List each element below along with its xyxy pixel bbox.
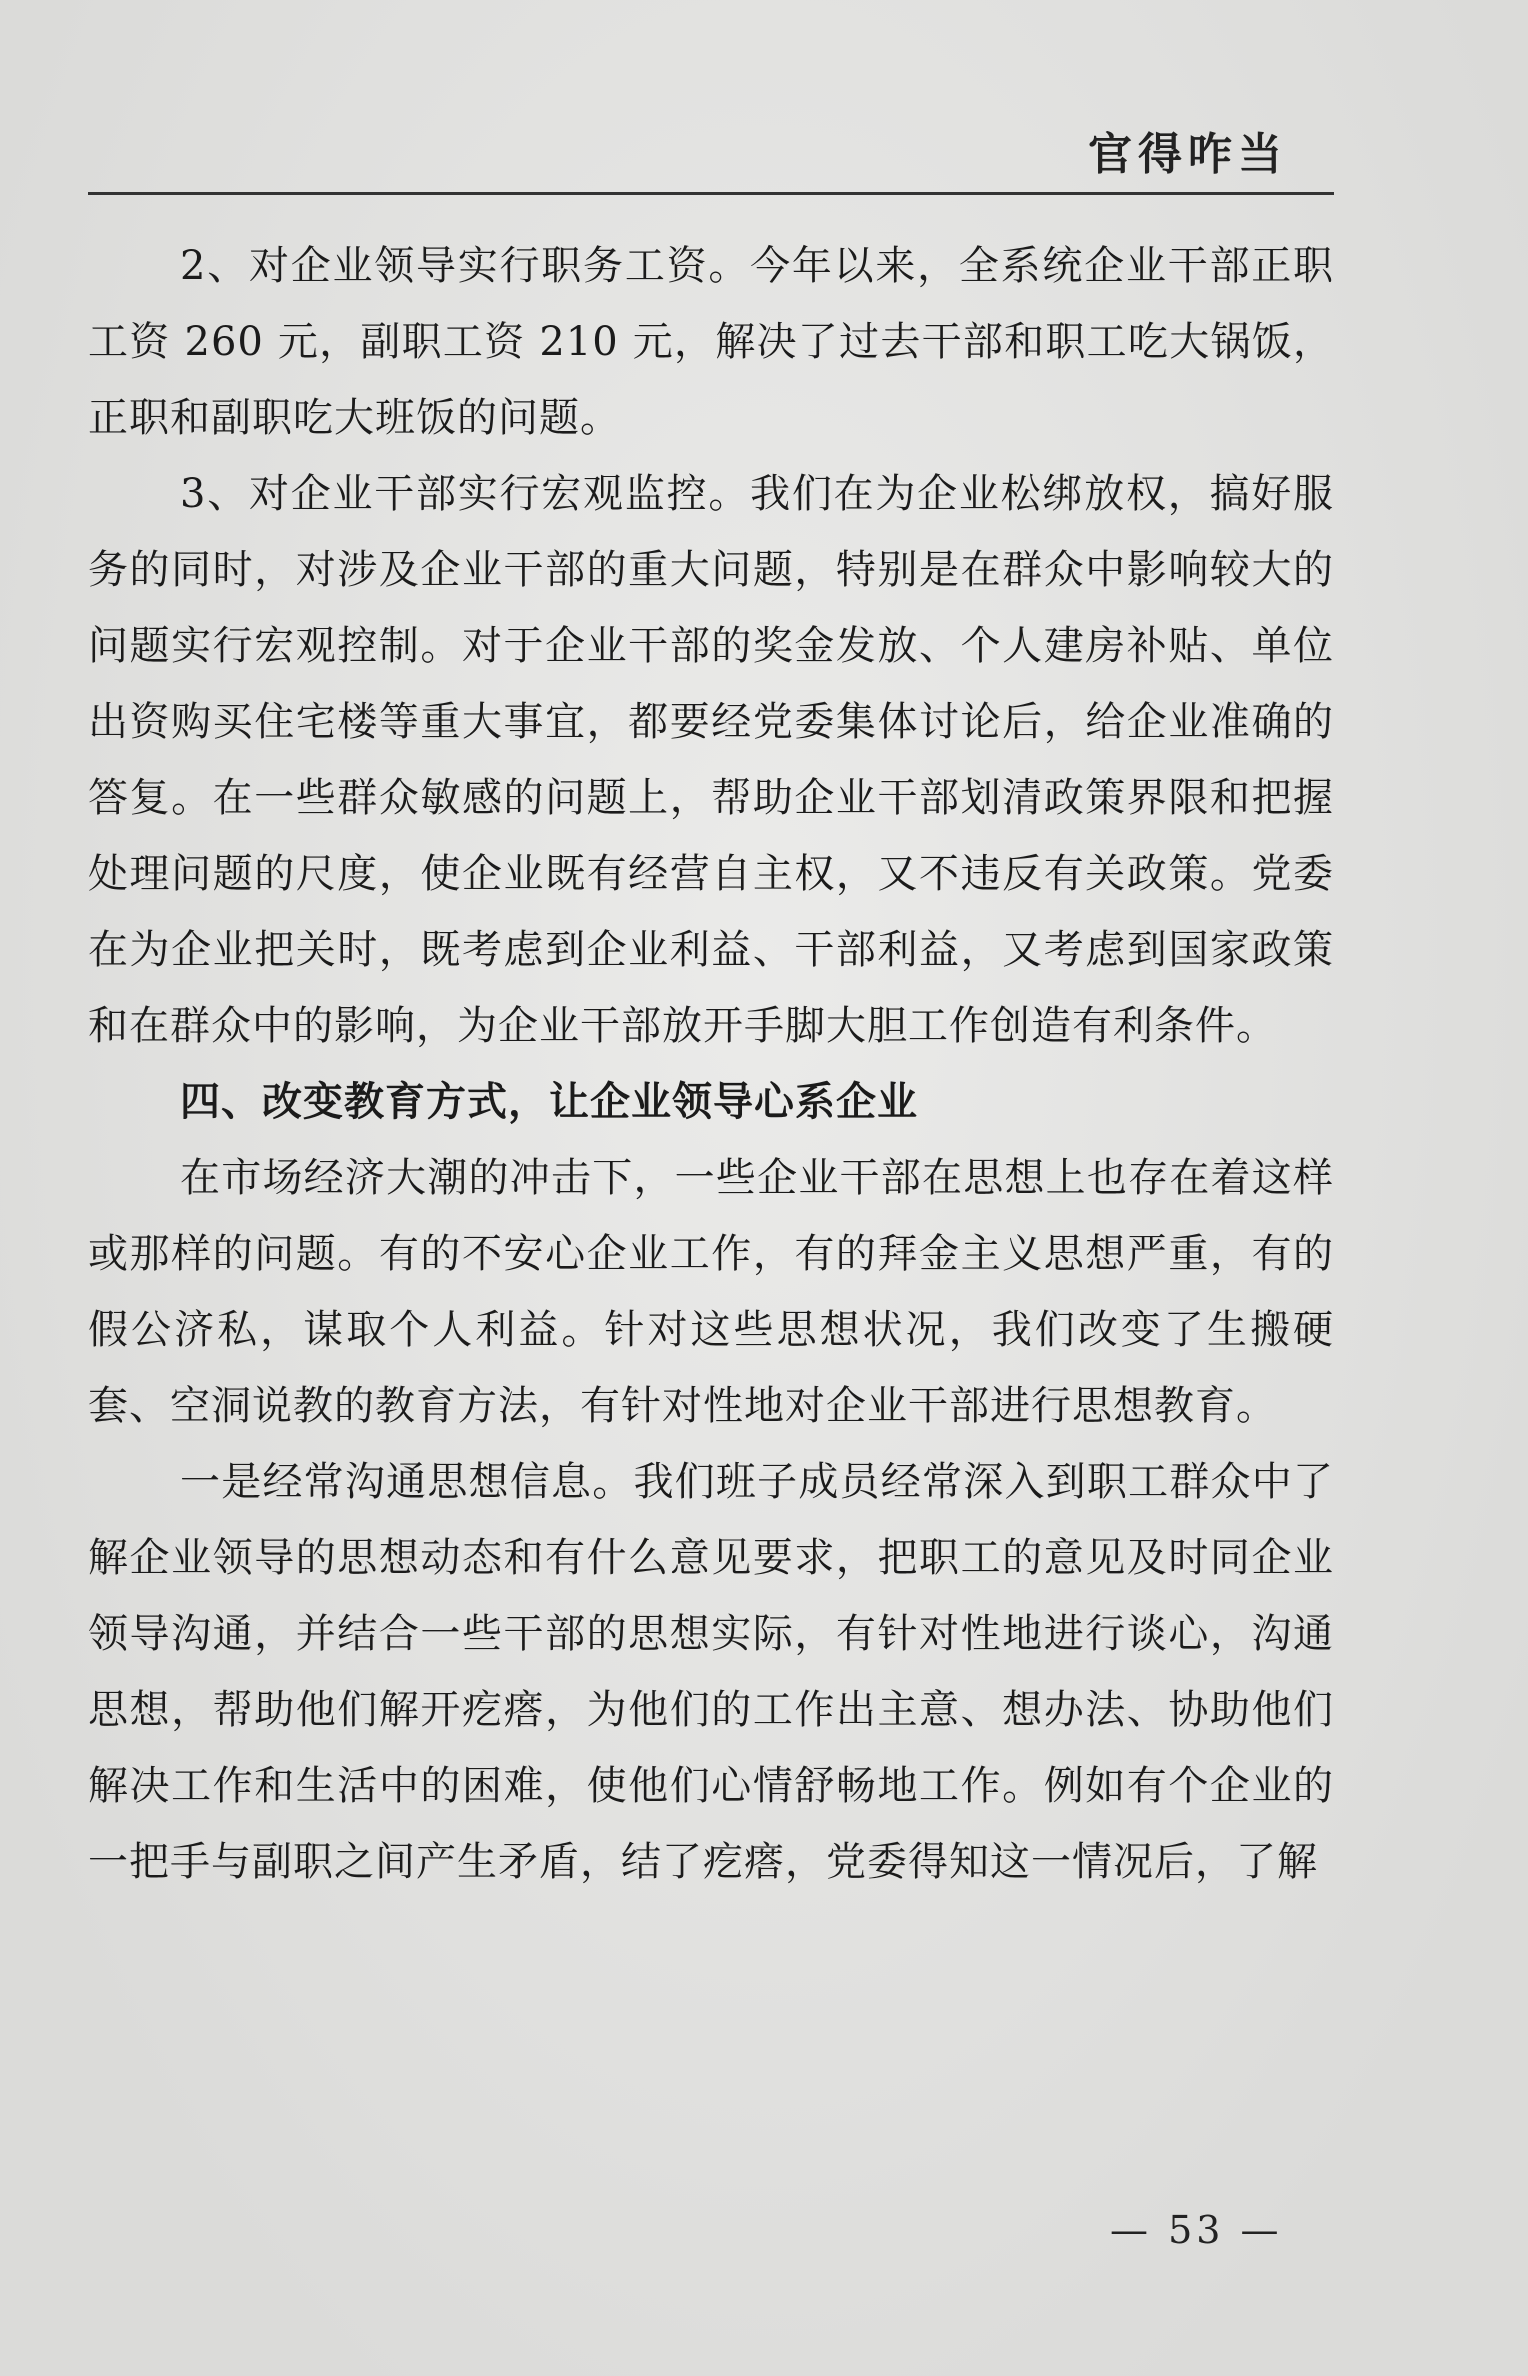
paragraph-communication: 一是经常沟通思想信息。我们班子成员经常深入到职工群众中了解企业领导的思想动态和有什么意见要求，把职工的意见及时同企业领导沟通，并结合一些干部的思想实际，有针对性地进行谈心，沟通思想，帮助他们解开疙瘩，为他们的工作出主意、想办法、协助他们解决工作和生活中的困难，使他们心情舒畅地工作。例如有个企业的一把手与副职之间产生矛盾，结了疙瘩，党委得知这一情况后，了解 [88, 1459, 1334, 1885]
paragraph-market-economy: 在市场经济大潮的冲击下，一些企业干部在思想上也存在着这样或那样的问题。有的不安心企业工作，有的拜金主义思想严重，有的假公济私，谋取个人利益。针对这些思想状况，我们改变了生搬硬套、空洞说教的教育方法，有针对性地对企业干部进行思想教育。 [88, 1155, 1334, 1429]
running-head-title: 官得咋当 [1088, 129, 1288, 180]
body-text [88, 228, 1334, 1900]
page-number: — 53 — [1110, 2208, 1283, 2252]
header-rule [88, 192, 1334, 195]
paragraph-salary: 2、对企业领导实行职务工资。今年以来，全系统企业干部正职工资 260 元，副职工资 210 元，解决了过去干部和职工吃大锅饭，正职和副职吃大班饭的问题。 [88, 243, 1334, 441]
paragraph-macro-control: 3、对企业干部实行宏观监控。我们在为企业松绑放权，搞好服务的同时，对涉及企业干部的重大问题，特别是在群众中影响较大的问题实行宏观控制。对于企业干部的奖金发放、个人建房补贴、单位出资购买住宅楼等重大事宜，都要经党委集体讨论后，给企业准确的答复。在一些群众敏感的问题上，帮助企业干部划清政策界限和把握处理问题的尺度，使企业既有经营自主权，又不违反有关政策。党委在为企业把关时，既考虑到企业利益、干部利益，又考虑到国家政策和在群众中的影响，为企业干部放开手脚大胆工作创造有利条件。 [88, 471, 1334, 1049]
section-heading: 四、改变教育方式，让企业领导心系企业 [180, 1079, 918, 1125]
